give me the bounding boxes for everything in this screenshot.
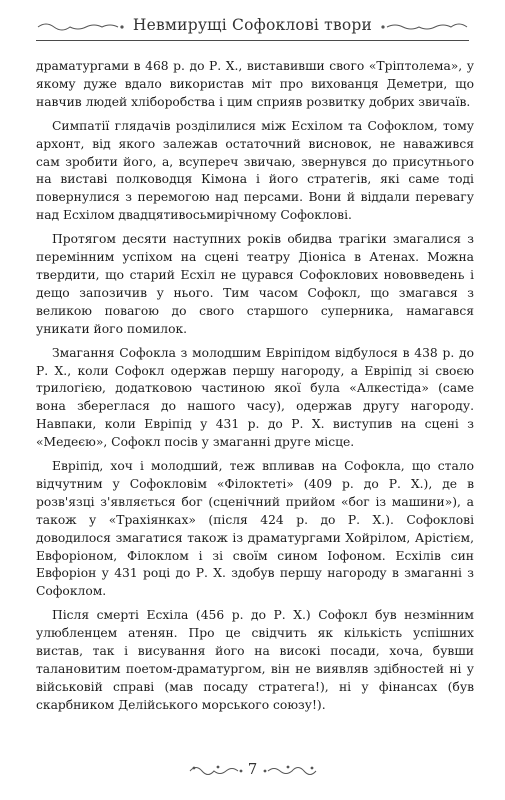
paragraph: Симпатії глядачів розділилися між Есхілом та Софоклом, тому архонт, від якого залежав остаточний висновок, не наважився сам зробити його, а, всупереч звичаю, звернувся до присутнього на виставі полководця Кімона і його стратегів, які саме тоді повернулися з перемогою над персами. Вони й віддали перевагу над Есхілом двадцятивосьмирічному Софоклові. <box>36 118 474 223</box>
footer-ornament-right-icon <box>262 762 318 778</box>
paragraph: Протягом десяти наступних років обидва трагіки змагалися з перемінним успіхом на сцені театру Діоніса в Атенах. Можна твердити, що старий Есхіл не цурався Софоклових нововведень і дещо запозичив у нього. Тим часом Софокл, що змагався з великою повагою до свого старшого суперника, намагався уникати його помилок. <box>36 232 474 336</box>
header-ornament-right-icon <box>379 20 469 34</box>
page-footer <box>0 756 505 786</box>
page-number: 7 <box>247 760 258 778</box>
header-rule <box>36 40 469 41</box>
paragraph: Змагання Софокла з молодшим Евріпідом відбулося в 438 р. до Р. Х., коли Софокл одержав першу нагороду, а Евріпід зі своєю трилогією, додатковою частиною якої була «Алкестіда» (саме вона збереглася до нашого часу), одержав другу нагороду. Навпаки, коли Евріпід у 431 р. до Р. Х. виступив на сцені з «Медеєю», Софокл посів у змаганні друге місце. <box>36 345 474 450</box>
running-header <box>0 16 505 38</box>
paragraph: Евріпід, хоч і молодший, теж впливав на Софокла, що стало відчутним у Софокловім «Філоктеті» (409 р. до Р. Х.), де в розв'язці з'являється бог (сценічний прийом «бог із машини»), а також у «Трахіянках» (після 424 р. до Р. Х.). Софоклові доводилося змагатися також із драматургами Хойрілом, Арістієм, Евфоріоном, Філоклом і зі своїм сином Іофоном. Есхілів син Евфоріон у 431 році до Р. Х. здобув першу нагороду в змаганні з Софоклом. <box>36 459 474 599</box>
paragraph: Після смерті Есхіла (456 р. до Р. Х.) Софокл був незмінним улюбленцем атенян. Про це свідчить як кількість успішних вистав, так і висування його на високі посади, хоча, бувши талановитим поетом-драматургом, він не виявляв здібностей ні у військовій справі (мав посаду стратега!), ні у фінансах (був скарбником Делійського морського союзу!). <box>36 608 474 712</box>
paragraph: драматургами в 468 р. до Р. Х., виставивши свого «Тріптолема», у якому дуже вдало використав міт про вихованця Деметри, що навчив людей хліборобства і цим сприяв розвитку добрих звичаїв. <box>36 59 474 109</box>
running-title: Невмирущі Софоклові твори <box>132 16 373 34</box>
body-text <box>36 58 474 721</box>
